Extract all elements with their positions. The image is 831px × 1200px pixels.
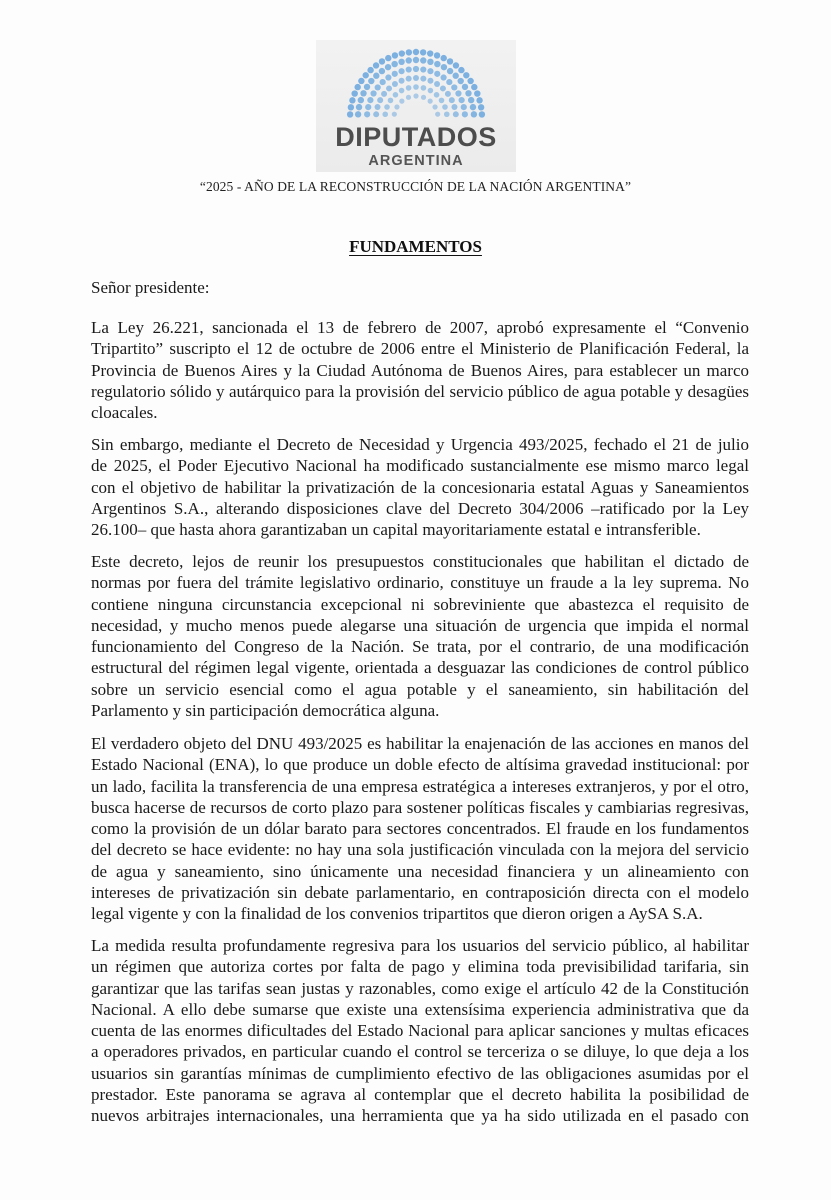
seat-dot: [358, 97, 364, 103]
seat-dot: [392, 52, 398, 58]
seat-dot: [385, 64, 391, 70]
seat-dot: [458, 67, 464, 73]
text-line: sobre un servicio esencial como el agua potable y el saneamiento, sin habilitación del: [91, 679, 749, 699]
seat-dot: [355, 111, 361, 117]
seat-dot: [406, 76, 412, 82]
seat-dot: [447, 68, 453, 74]
text-line: El verdadero objeto del DNU 493/2025 es habilitar la enajenación de las acciones en manos del: [91, 734, 749, 753]
seat-dot: [413, 49, 419, 55]
seat-dot: [375, 104, 381, 110]
seat-dot: [457, 78, 463, 84]
seat-dot: [445, 91, 451, 97]
text-line: garantizar que las tarifas sean justas y razonables, como exige el artículo 42 de la Constitución: [91, 978, 749, 998]
seat-dot: [380, 79, 386, 85]
seat-dot: [427, 59, 433, 65]
seat-dot: [420, 49, 426, 55]
seat-dot: [463, 72, 469, 78]
seat-dot: [470, 104, 476, 110]
seat-dot: [467, 78, 473, 84]
seat-dot: [413, 66, 419, 72]
seat-dot: [388, 98, 394, 104]
seat-dot: [420, 76, 426, 82]
seat-dot: [468, 97, 474, 103]
seat-dot: [462, 111, 468, 117]
seat-dot: [385, 74, 391, 80]
seat-dot: [399, 50, 405, 56]
seat-dot: [364, 111, 370, 117]
seat-dot: [381, 91, 387, 97]
seat-dot: [399, 99, 404, 104]
seat-dot: [367, 97, 373, 103]
text-line: La Ley 26.221, sancionada el 13 de febrero de 2007, aprobó expresamente el “Convenio: [91, 318, 749, 337]
seat-dot: [471, 111, 477, 117]
seat-dot: [434, 81, 440, 87]
seat-dot: [375, 84, 381, 90]
seat-dot: [392, 81, 398, 87]
text-line: Este decreto, lejos de reunir los presupuestos constitucionales que habilitan el dictado de: [91, 552, 749, 571]
seat-dot: [413, 75, 419, 81]
text-line: Tripartito” suscripto el 12 de octubre de 2006 entre el Ministerio de Planificación Federal, la: [91, 339, 749, 359]
seat-dot: [406, 66, 412, 72]
logo-name: DIPUTADOS: [335, 122, 497, 152]
text-line: busca hacerse de recursos de corto plazo para sostener políticas fiscales y cambiarias regresivas,: [91, 797, 749, 817]
seat-dot: [373, 62, 379, 68]
text-line: normas por fuera del trámite legislativo ordinario, constituye un fraude a la ley suprema. No: [91, 573, 749, 593]
seat-dot: [428, 88, 434, 94]
seat-dot: [370, 90, 376, 96]
seat-dot: [434, 71, 440, 77]
text-line: con el objetivo de habilitar la privatización de la concesionaria estatal Aguas y Saneamientos: [91, 477, 749, 497]
seat-dot: [391, 61, 397, 67]
text-line: Argentinos S.A., alterando disposiciones clave del Decreto 304/2006 –ratificado por la Ley: [91, 498, 749, 518]
text-line: Estado Nacional (ENA), lo que produce un doble efecto de altísima gravedad institucional: por: [91, 755, 749, 775]
text-line: como la provisión de un dólar barato para sectores concentrados. El fraude en los fundamentos: [91, 819, 749, 839]
seat-dot: [434, 52, 440, 58]
seat-dot: [406, 57, 412, 63]
text-line: Parlamento y sin participación democrática alguna.: [91, 701, 440, 721]
seat-dot: [358, 78, 364, 84]
seat-dot: [349, 97, 355, 103]
seat-dot: [398, 59, 404, 65]
seat-dot: [453, 62, 459, 68]
seat-dot: [427, 78, 433, 84]
text-line: de agua y saneamiento, sino únicamente una necesidad financiera y un alineamiento con: [91, 861, 749, 881]
seat-dot: [413, 84, 419, 90]
seat-dot: [392, 112, 397, 117]
seat-dot: [413, 93, 418, 98]
text-line: 26.100– que hasta ahora garantizaban un capital mayoritariamente estatal e intransferible.: [91, 520, 701, 540]
page-title: FUNDAMENTOS: [349, 237, 482, 256]
text-line: nuevos arbitrajes internacionales, una herramienta que ya ha sido utilizada en el pasado con: [91, 1106, 749, 1126]
diputados-logo: [316, 40, 516, 172]
seat-dot: [398, 68, 404, 74]
seat-dot: [413, 57, 419, 63]
text-line: Nacional. A ello debe sumarse que existe una extensísima experiencia administrativa que da: [91, 999, 749, 1019]
seat-dot: [479, 111, 485, 117]
seat-dot: [393, 92, 399, 98]
seat-dot: [462, 84, 468, 90]
paragraph-1: [91, 317, 749, 423]
seat-dot: [476, 97, 482, 103]
seat-dot: [377, 97, 383, 103]
seat-dot: [379, 68, 385, 74]
paragraph-5: [91, 935, 749, 1127]
seat-dot: [474, 90, 480, 96]
text-line: intereses de privatización sin debate parlamentario, en contraposición directa con el modelo: [91, 883, 749, 903]
seat-dot: [441, 64, 447, 70]
seat-dot: [421, 95, 426, 100]
seat-dot: [428, 99, 433, 104]
seat-dot: [471, 84, 477, 90]
seat-dot: [382, 111, 388, 117]
text-line: cloacales.: [91, 403, 158, 423]
seat-dot: [461, 104, 467, 110]
seat-dot: [392, 71, 398, 77]
seat-dot: [399, 78, 405, 84]
seat-dot: [379, 58, 385, 64]
seat-dot: [427, 50, 433, 56]
seat-dot: [434, 61, 440, 67]
seat-dot: [367, 67, 373, 73]
seat-dot: [365, 104, 371, 110]
text-line: Provincia de Buenos Aires y la Ciudad Autónoma de Buenos Aires, para establecer un marco: [91, 360, 749, 380]
text-line: a operadores privados, en particular cuando el control se terceriza o se diluye, lo que deja a los: [91, 1042, 749, 1062]
seat-dot: [459, 97, 465, 103]
seat-dot: [385, 55, 391, 61]
seat-dot: [348, 104, 354, 110]
seat-dot: [444, 111, 450, 117]
text-line: estructural del régimen legal vigente, orientada a desguazar las condiciones de control público: [91, 658, 749, 678]
text-line: cuenta de las enormes dificultades del Estado Nacional para aplicar sanciones y multas eficaces: [91, 1021, 749, 1041]
paragraph-3: [91, 551, 749, 721]
seat-dot: [360, 90, 366, 96]
seat-dot: [441, 74, 447, 80]
text-line: funcionamiento del Congreso de la Nación. Se trata, por el contrario, de una modificación: [91, 637, 749, 657]
text-line: legal vigente y con la finalidad de los convenios tripartitos que dieron origen a AySA S.A.: [91, 904, 703, 924]
congress-hemicycle-icon: [346, 48, 486, 120]
seat-dot: [421, 85, 427, 91]
greeting: Señor presidente:: [91, 278, 210, 297]
seat-dot: [441, 55, 447, 61]
text-line: prestador. Este panorama se agrava al contemplar que el decreto habilita la posibilidad de: [91, 1085, 749, 1105]
year-motto: “2025 - AÑO DE LA RECONSTRUCCIÓN DE LA NACIÓN ARGENTINA”: [199, 179, 632, 194]
seat-dot: [427, 68, 433, 74]
seat-dot: [406, 85, 412, 91]
seat-dot: [453, 73, 459, 79]
paragraph-4: [91, 733, 749, 925]
seat-dot: [447, 58, 453, 64]
seat-dot: [351, 90, 357, 96]
seat-dot: [354, 84, 360, 90]
text-line: Sin embargo, mediante el Decreto de Necesidad y Urgencia 493/2025, fechado el 21 de julio: [91, 435, 749, 454]
text-line: necesidad, y mucho menos puede alegarse una situación de urgencia que impida el normal: [91, 615, 749, 635]
seat-dot: [373, 73, 379, 79]
seat-dot: [373, 111, 379, 117]
seat-dot: [478, 104, 484, 110]
seat-dot: [399, 88, 405, 94]
seat-dot: [440, 85, 446, 91]
seat-dot: [451, 84, 457, 90]
seat-dot: [465, 90, 471, 96]
seat-dot: [420, 66, 426, 72]
seat-dot: [406, 49, 412, 55]
seat-dot: [434, 92, 440, 98]
text-line: un régimen que autoriza cortes por falta de pago y elimina toda previsibilidad tarifaria, sin: [91, 957, 749, 977]
seat-dot: [356, 104, 362, 110]
seat-dot: [442, 104, 448, 110]
text-line: usuarios sin garantías mínimas de cumplimiento efectivo de las obligaciones asumidas por el: [91, 1063, 749, 1083]
text-line: regulatorio sólido y autárquico para la provisión del servicio público de agua potable y desagües: [91, 381, 749, 401]
seat-dot: [446, 79, 452, 85]
text-line: del decreto se hace evidente: no hay una sola justificación vinculada con la mejora del servicio: [91, 840, 749, 860]
seat-dot: [449, 97, 455, 103]
seat-dot: [384, 104, 390, 110]
seat-dot: [347, 111, 353, 117]
text-line: un lado, facilita la transferencia de una empresa estratégica a intereses extranjeros, y por el otro,: [91, 776, 749, 796]
text-line: contiene ninguna circunstancia excepcional ni sobreviniente que abastezca el requisito de: [91, 594, 749, 614]
seat-dot: [455, 90, 461, 96]
paragraph-2: [91, 434, 749, 540]
text-line: La medida resulta profundamente regresiva para los usuarios del servicio público, al habilitar: [91, 936, 749, 955]
seat-dot: [406, 95, 411, 100]
seat-dot: [363, 72, 369, 78]
seat-dot: [453, 111, 459, 117]
seat-dot: [394, 104, 399, 109]
seat-dot: [435, 112, 440, 117]
seat-dot: [439, 98, 445, 104]
logo-country: ARGENTINA: [368, 153, 464, 169]
text-line: de 2025, el Poder Ejecutivo Nacional ha modificado sustancialmente ese mismo marco legal: [91, 456, 749, 476]
seat-dot: [386, 85, 392, 91]
seat-dot: [451, 104, 457, 110]
seat-dot: [432, 104, 437, 109]
seat-dot: [364, 84, 370, 90]
seat-dot: [368, 78, 374, 84]
seat-dot: [420, 57, 426, 63]
